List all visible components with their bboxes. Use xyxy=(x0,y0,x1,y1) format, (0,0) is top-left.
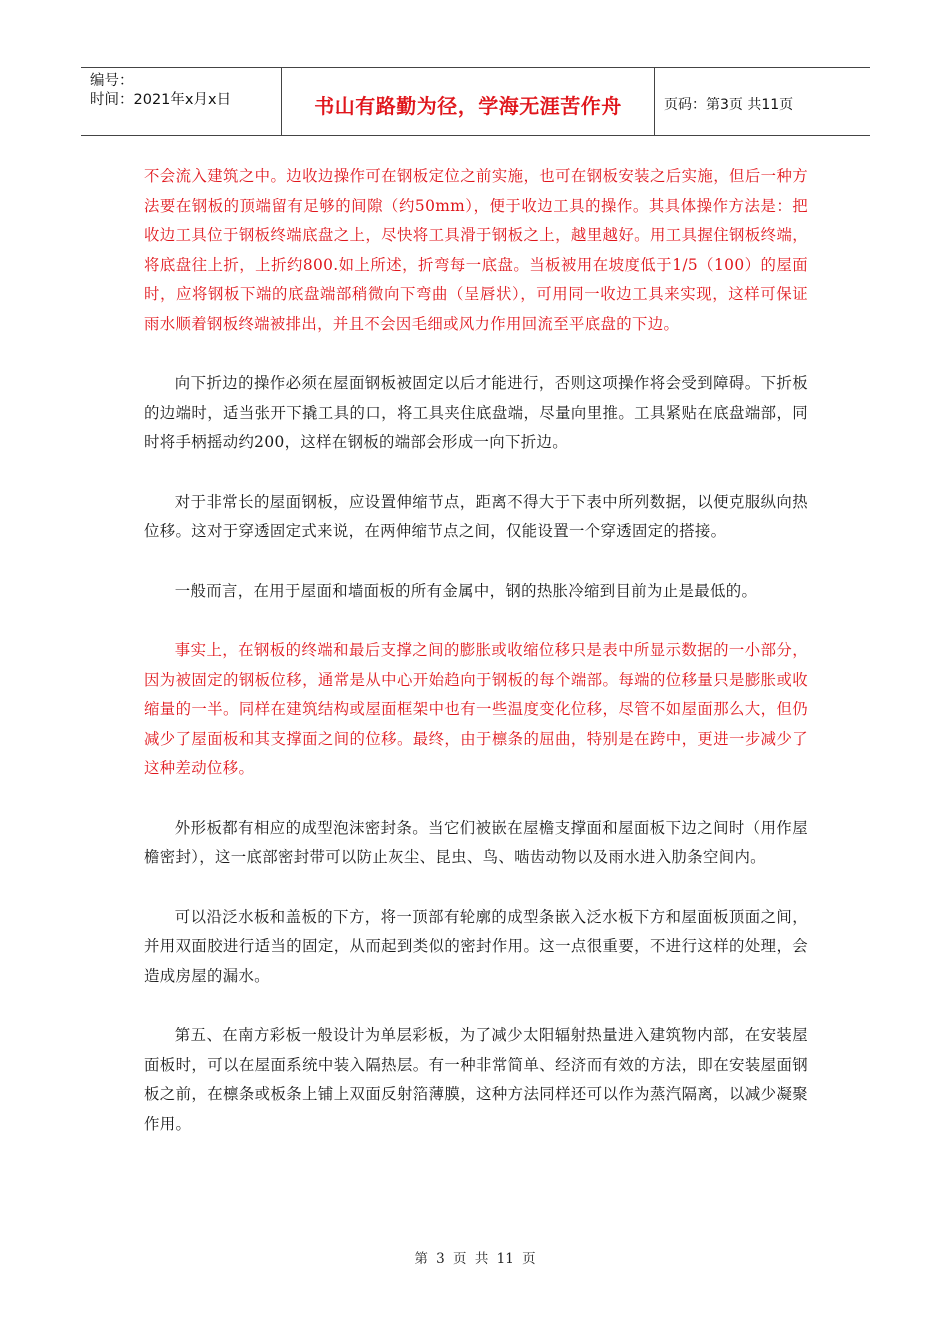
page-footer: 第 3 页 共 11 页 xyxy=(414,1251,536,1267)
document-header xyxy=(81,67,870,136)
serial-label: 编号： xyxy=(90,73,134,89)
time-label: 时间：2021年x月x日 xyxy=(90,92,232,108)
header-motto-cell xyxy=(282,68,655,135)
paragraph-8: 第五、在南方彩板一般设计为单层彩板，为了减少太阳辐射热量进入建筑物内部，在安装屋面板时，可以在屋面系统中装入隔热层。有一种非常简单、经济而有效的方法，即在安装屋面钢板之前，在檩条或板条上铺上双面反射箔薄膜，这种方法同样还可以作为蒸汽隔离，以减少凝聚作用。 xyxy=(144,1026,808,1133)
motto-text: 书山有路勤为径，学海无涯苦作舟 xyxy=(314,93,622,118)
document-body xyxy=(144,162,808,1169)
paragraph-4: 一般而言，在用于屋面和墙面板的所有金属中，钢的热胀冷缩到目前为止是最低的。 xyxy=(174,581,758,600)
header-meta-cell xyxy=(81,68,282,135)
paragraph-7: 可以沿泛水板和盖板的下方，将一顶部有轮廓的成型条嵌入泛水板下方和屋面板顶面之间，并用双面胶进行适当的固定，从而起到类似的密封作用。这一点很重要，不进行这样的处理，会造成房屋的漏水。 xyxy=(144,907,808,985)
paragraph-5: 事实上，在钢板的终端和最后支撑之间的膨胀或收缩位移只是表中所显示数据的一小部分，因为被固定的钢板位移，通常是从中心开始趋向于钢板的每个端部。每端的位移量只是膨胀或收缩量的一半。同样在建筑结构或屋面框架中也有一些温度变化位移，尽管不如屋面那么大，但仍减少了屋面板和其支撑面之间的位移。最终，由于檩条的屈曲，特别是在跨中，更进一步减少了这种差动位移。 xyxy=(144,641,808,777)
page-info: 页码：第3页 共11页 xyxy=(664,96,794,113)
paragraph-1: 不会流入建筑之中。边收边操作可在钢板定位之前实施，也可在钢板安装之后实施，但后一种方法要在钢板的顶端留有足够的间隙（约50mm），便于收边工具的操作。其具体操作方法是：把收边工具位于钢板终端底盘之上，尽快将工具滑于钢板之上，越里越好。用工具握住钢板终端，将底盘往上折，上折约800.如上所述，折弯每一底盘。当板被用在坡度低于1/5（100）的屋面时，应将钢板下端的底盘端部稍微向下弯曲（呈唇状），可用同一收边工具来实现，这样可保证雨水顺着钢板终端被排出，并且不会因毛细或风力作用回流至平底盘的下边。 xyxy=(144,167,808,333)
paragraph-6: 外形板都有相应的成型泡沫密封条。当它们被嵌在屋檐支撑面和屋面板下边之间时（用作屋檐密封），这一底部密封带可以防止灰尘、昆虫、鸟、啮齿动物以及雨水进入肋条空间内。 xyxy=(144,818,808,866)
paragraph-2: 向下折边的操作必须在屋面钢板被固定以后才能进行，否则这项操作将会受到障碍。下折板的边端时，适当张开下撬工具的口，将工具夹住底盘端，尽量向里推。工具紧贴在底盘端部，同时将手柄摇动约200，这样在钢板的端部会形成一向下折边。 xyxy=(144,374,808,451)
paragraph-3: 对于非常长的屋面钢板，应设置伸缩节点，距离不得大于下表中所列数据，以便克服纵向热位移。这对于穿透固定式来说，在两伸缩节点之间，仅能设置一个穿透固定的搭接。 xyxy=(144,492,808,540)
header-page-cell xyxy=(655,68,870,135)
